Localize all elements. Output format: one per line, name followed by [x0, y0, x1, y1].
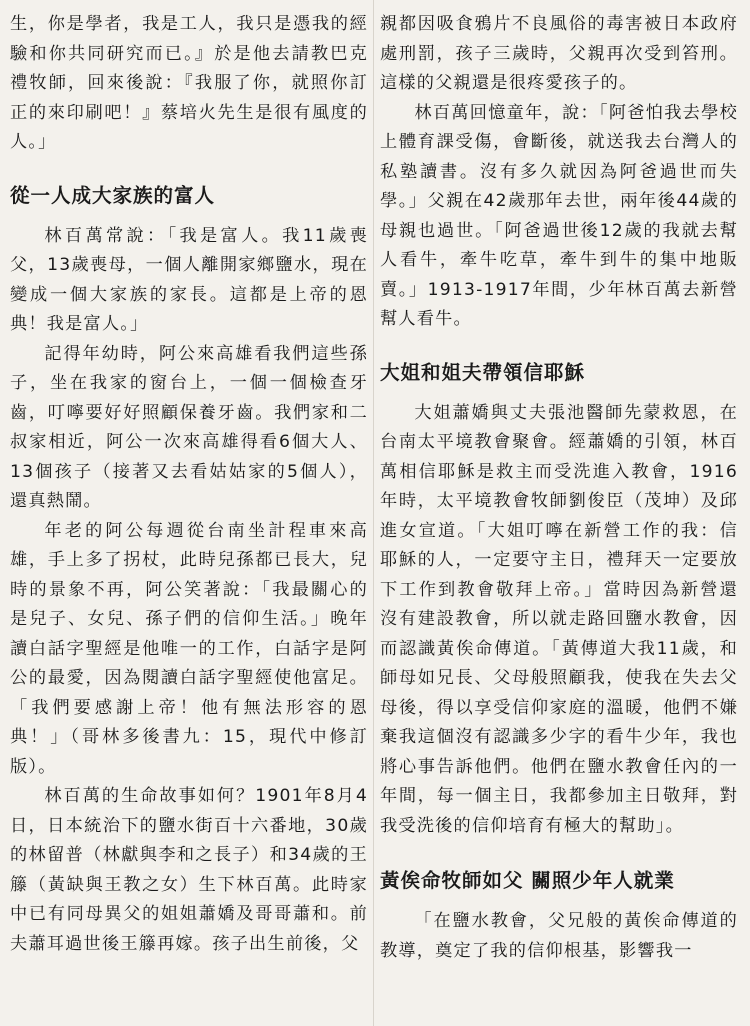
paragraph-life-story: 林百萬的生命故事如何？1901年8月4日，日本統治下的鹽水街百十六番地，30歲的林留普（林獻與李和之長子）和34歲的王籐（黃缺與王教之女）生下林百萬。此時家中已有同母異父的姐姐蕭嬌及哥哥蕭和。前夫蕭耳過世後王籐再嫁。孩子出生前後，父	[10, 786, 368, 954]
paragraph-pastor-teaching: 「在鹽水教會，父兄般的黃俟命傳道的教導，奠定了我的信仰根基，影響我一	[380, 911, 738, 961]
section-heading-pastor-father: 黃俟命牧師如父 關照少年人就業	[380, 869, 675, 892]
column-divider	[373, 0, 374, 1026]
right-column	[380, 0, 738, 966]
paragraph-sister-faith: 大姐蕭嬌與丈夫張池醫師先蒙救恩，在台南太平境教會聚會。經蕭嬌的引領，林百萬相信耶穌是救主而受洗進入教會，1916年時，太平境教會牧師劉俊臣（茂坤）及邱進女宣道。「大姐叮嚀在新營工作的我：信耶穌的人，一定要守主日，禮拜天一定要放下工作到教會敬拜上帝。」當時因為新營還沒有建設教會，所以就走路回鹽水教會，因而認識黃俟命傳道。「黃傳道大我11歲，和師母如兄長、父母般照顧我，使我在失去父母後，得以享受信仰家庭的溫暖，他們不嫌棄我這個沒有認識多少字的看牛少年，我也將心事告訴他們。他們在鹽水教會任內的一年間，每一個主日，我都參加主日敬拜，對我受洗後的信仰培育有極大的幫助」。	[380, 402, 738, 836]
section-heading-sister-faith: 大姐和姐夫帶領信耶穌	[380, 360, 586, 384]
paragraph-childhood-recollection: 林百萬回憶童年，說：「阿爸怕我去學校上體育課受傷，會斷後，就送我去台灣人的私塾讀書。沒有多久就因為阿爸過世而失學。」父親在42歲那年去世，兩年後44歲的母親也過世。「阿爸過世後12歲的我就去幫人看牛，牽牛吃草，牽牛到牛的集中地販賣。」1913-1917年間，少年林百萬去新營幫人看牛。	[380, 102, 738, 329]
paragraph-father-punishment: 親都因吸食鴉片不良風俗的毒害被日本政府處刑罰，孩子三歲時，父親再次受到笞刑。這樣的父親還是很疼愛孩子的。	[380, 14, 738, 93]
paragraph-rich-man: 林百萬常說：「我是富人。我11歲喪父，13歲喪母，一個人離開家鄉鹽水，現在變成一個大家族的家長。這都是上帝的恩典！我是富人。」	[10, 225, 368, 334]
paragraph-old-grandfather: 年老的阿公每週從台南坐計程車來高雄，手上多了拐杖，此時兒孫都已長大，兒時的景象不再，阿公笑著說：「我最關心的是兒子、女兒、孫子們的信仰生活。」晚年讀白話字聖經是他唯一的工作，白話字是阿公的最愛，因為閱讀白話字聖經使他富足。「我們要感謝上帝！他有無法形容的恩典！」（哥林多後書九：15，現代中修訂版）。	[10, 520, 368, 777]
section-heading-rich-man: 從一人成大家族的富人	[10, 183, 216, 207]
left-column	[10, 0, 368, 959]
paragraph-childhood-memory: 記得年幼時，阿公來高雄看我們這些孫子，坐在我家的窗台上，一個一個檢查牙齒，叮嚀要好好照顧保養牙齒。我們家和二叔家相近，阿公一次來高雄得看6個大人、13個孩子（接著又去看姑姑家的5個人），還真熱鬧。	[10, 343, 368, 511]
intro-paragraph: 生，你是學者，我是工人，我只是憑我的經驗和你共同研究而已。』於是他去請教巴克禮牧師，回來後說：『我服了你，就照你訂正的來印刷吧！』蔡培火先生是很有風度的人。」	[10, 14, 368, 152]
